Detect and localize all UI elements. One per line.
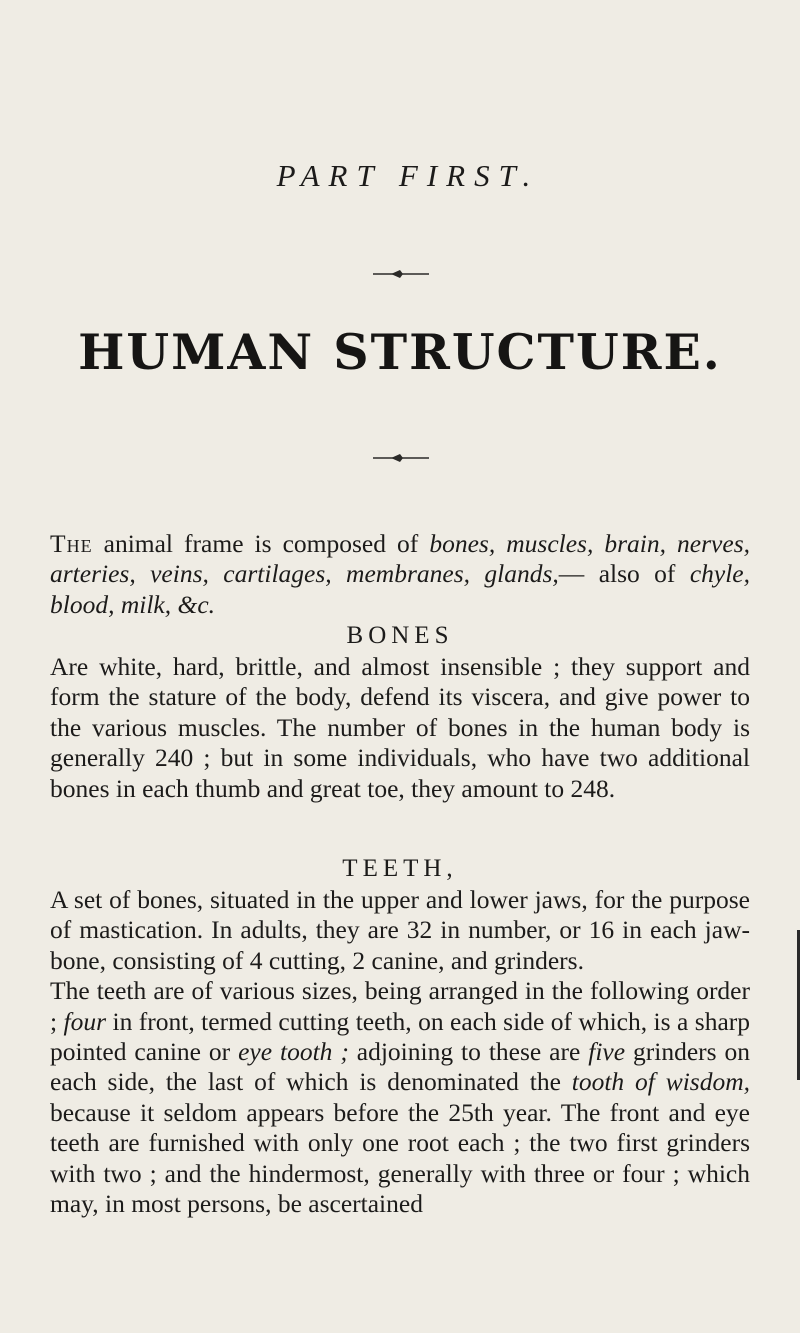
intro-text: animal frame is composed of [92, 529, 430, 558]
part-heading: PART FIRST. [276, 158, 540, 193]
intro-italic-list: chyle, blood, milk, &c. [50, 559, 750, 619]
italic-run: eye tooth ; [238, 1037, 349, 1067]
intro-italic-list: bones, muscles, brain, nerves, arteries, veins, cartilages, membranes, glands, [50, 529, 750, 589]
ornament-divider-icon [373, 452, 429, 464]
bones-text: Are white, hard, brittle, and almost insensible ; they support and form the stature of the body, defend its viscera, and give power to the various muscles. The number of bones in the human body is generally 240 ; but in some individuals, who have two additional bones in each thumb and great toe, they amount to 248. [50, 652, 750, 803]
italic-run: tooth of wisdom, [571, 1067, 750, 1097]
bones-paragraph [50, 652, 750, 804]
intro-text: — also of [558, 559, 690, 589]
intro-lead: The [50, 529, 93, 558]
section-heading-bones: BONES [346, 622, 454, 649]
teeth-section [50, 885, 750, 1219]
intro-paragraph [50, 529, 750, 620]
text-run: because it seldom appears before the 25th year. The front and eye teeth are furnished with only one root each ; the two first grinders with two ; and the hindermost, generally with three or four ; which may, in most persons, be ascertained [50, 1097, 750, 1219]
teeth-paragraph-2 [50, 976, 750, 1219]
section-heading-teeth: TEETH, [342, 855, 458, 882]
italic-run: five [588, 1037, 626, 1067]
italic-run: four [63, 1006, 107, 1036]
text-run: The teeth are of various sizes, being arranged in the following order ; [50, 976, 750, 1036]
teeth-paragraph-1: A set of bones, situated in the upper and lower jaws, for the purpose of mastication. In adults, they are 32 in number, or 16 in each jaw-bone, consisting of 4 cutting, 2 canine, and grinders. [50, 885, 750, 975]
ornament-divider-icon [373, 268, 429, 280]
page-title: HUMAN STRUCTURE. [78, 323, 722, 381]
text-run: grinders on each side, the last of which is denominated the [50, 1037, 750, 1097]
text-run: in front, termed cutting teeth, on each side of which, is a sharp pointed canine or [50, 1006, 750, 1067]
text-run: adjoining to these are [348, 1037, 589, 1067]
